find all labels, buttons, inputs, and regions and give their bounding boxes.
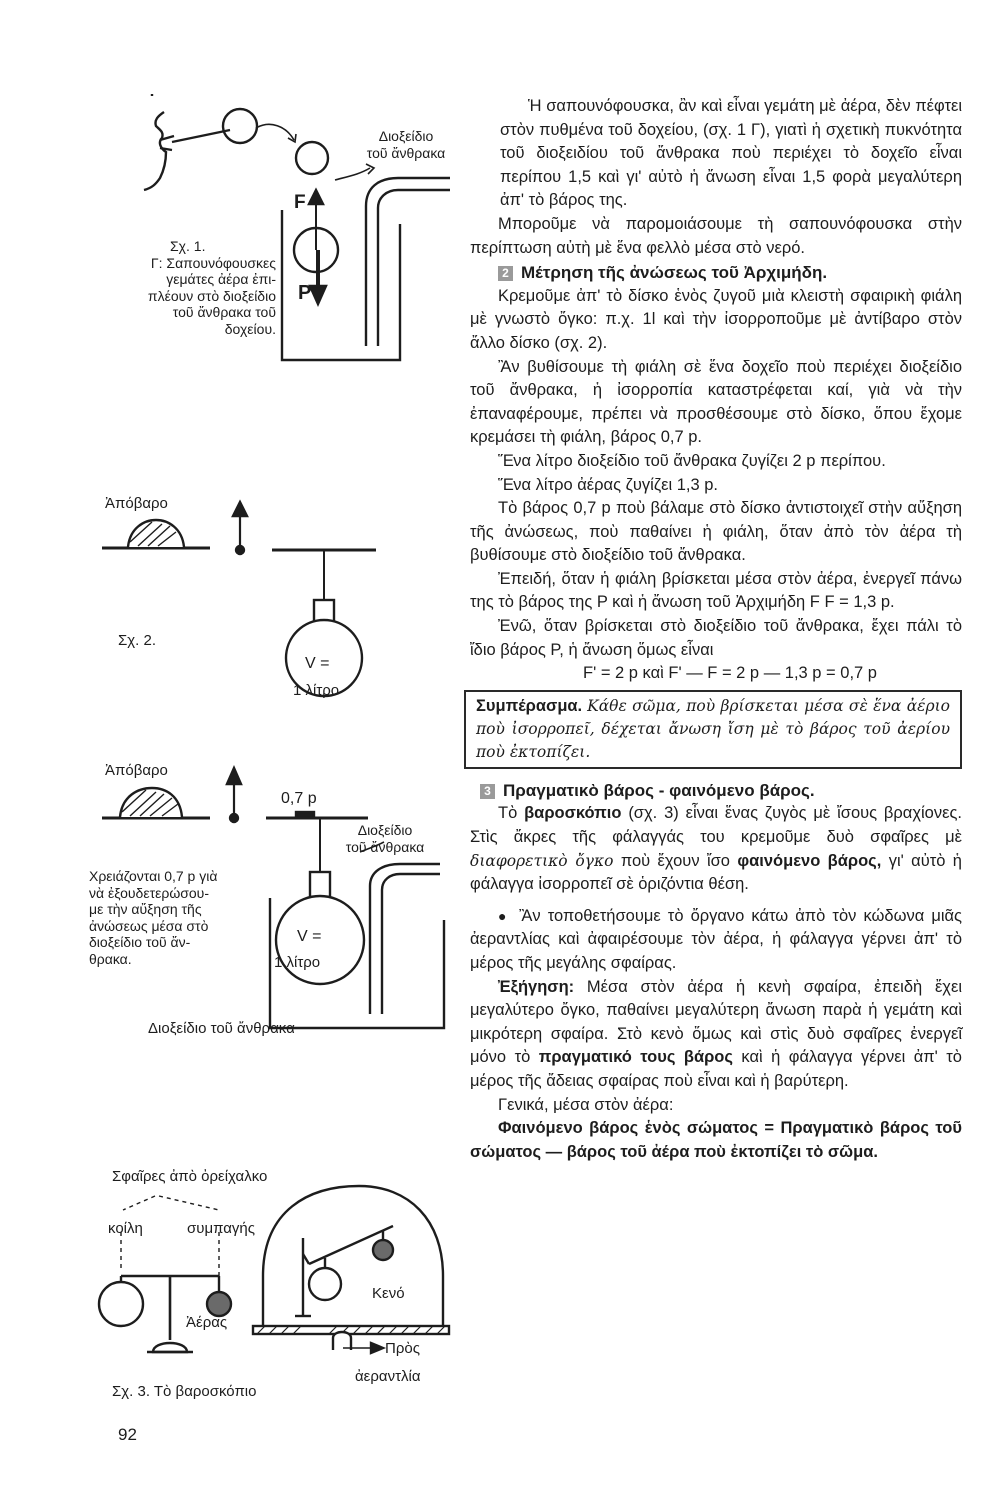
bell-jar [263, 1186, 443, 1326]
fig2b-litre: 1 λίτρο [274, 954, 321, 971]
fig3-spheres-label: Σφαῖρες ἀπὸ ὀρείχαλκο [112, 1168, 268, 1185]
paragraph: Τὸ βάρος 0,7 p ποὺ βάλαμε στὸ δίσκο ἀντιστοιχεῖ στὴν αὔξηση τῆς ἀνώσεως, ποὺ παθαίνει ἡ φιάλη, ὅταν ἀπὸ τὸν ἀέρα τὴ βυθίσουμε στὸ διοξείδιο τοῦ ἄνθρακα. [470, 499, 962, 565]
final-formula: Φαινόμενο βάρος ἑνὸς σώματος = Πραγματικὸ βάρος τοῦ σώματος — βάρος τοῦ ἀέρα ποὺ ἐκτοπίζει τὸ σῶμα. [470, 1119, 962, 1161]
fig2b-side-caption: Χρειάζονται 0,7 p γιὰ νὰ ἐξουδετερώσου- με τὴν αὔξηση τῆς ἀνώσεως μέσα στὸ διοξείδιο τοῦ ἄν- θρακα. [89, 868, 218, 967]
paragraph: ● Ἂν τοποθετήσουμε τὸ ὄργανο κάτω ἀπὸ τὸν κώδωνα μιᾶς ἀεραντλίας καὶ ἀφαιρέσουμε τὸν ἀέρα, ἡ φάλαγγα γέρνει ἀπ' τὸ μέρος τῆς μεγάλης σφαίρας. [470, 906, 962, 972]
gas-inlet-pipe [370, 864, 440, 1014]
section-heading-2 [498, 261, 962, 285]
paragraph: Μποροῦμε νὰ παρομοιάσουμε τὴ σαπουνόφουσκα στὴν περίπτωση αὐτὴ μὲ ἕνα φελλὸ μέσα στὸ νερό. [470, 214, 962, 257]
section-title: Μέτρηση τῆς ἀνώσεως τοῦ Ἀρχιμήδη. [521, 263, 828, 283]
face-profile [144, 94, 166, 190]
fig3-caption: Σχ. 3. Τὸ βαροσκόπιο [112, 1383, 257, 1400]
counterweight [128, 520, 184, 547]
hollow-sphere-vacuum [309, 1268, 341, 1300]
paragraph: Ἐξήγηση: Μέσα στὸν ἀέρα ἡ κενὴ σφαίρα, ἐπειδὴ ἔχει μεγαλύτερο ὄγκο, παθαίνει μεγαλύτερη ἄνωση παρὰ ἡ γεμάτη καὶ μικρότερη σφαίρα. Στὸ κενὸ ὅμως καὶ στὶς δυὸ σφαῖρες ἐνεργεῖ μόνο τὸ πραγματικό τους βάρος καὶ ἡ φάλαγγα γέρνει ἀπ' τὸ μέρος τῆς ἄδειας σφαίρας ποὺ εἶναι καὶ ἡ βαρύτερη. [470, 977, 962, 1090]
soap-bubble-1 [223, 109, 257, 143]
fig1-label-P: P [298, 282, 312, 304]
formula: F' = 2 p καὶ F' — F = 2 p — 1,3 p = 0,7 p [583, 664, 877, 683]
bullet-icon: ● [498, 907, 509, 924]
section-heading-3 [480, 779, 962, 803]
paragraph: Τὸ βαροσκόπιο (σχ. 3) εἶναι ἕνας ζυγὸς μὲ ἴσους βραχίονες. Στὶς ἄκρες τῆς φάλαγγάς του κρεμοῦμε δυὸ σφαῖρες μὲ διαφορετικὸ ὄγκο ποὺ ἔχουν ἴσο φαινόμενο βάρος, γι' αὐτὸ ἡ φάλαγγα ἰσορροπεῖ σὲ ὁριζόντια θέση. [470, 804, 962, 894]
fig1-caption: Σχ. 1. Γ: Σαπουνόφουσκες γεμάτες ἀέρα ἐπι- πλέουν στὸ διοξείδιο τοῦ ἄνθρακα τοῦ δοχείου. [147, 238, 276, 337]
fig2b-dioxide-label: Διοξείδιο τοῦ ἄνθρακα [345, 822, 425, 855]
conclusion-heading: Συμπέρασμα. [476, 696, 583, 715]
conclusion-text: Κάθε σῶμα, ποὺ βρίσκεται μέσα σὲ ἕνα ἀέριο ποὺ ἰσορροπεῖ, δέχεται ἄνωση ἴση μὲ τὸ βάρος τοῦ ἀερίου ποὺ ἐκτοπίζει. [476, 696, 950, 761]
soap-bubble-2 [296, 142, 328, 174]
fig2b-counterweight-label: Ἀπόβαρο [105, 762, 168, 779]
main-text-column [470, 95, 962, 1164]
paragraph: Ἐνῶ, ὅταν βρίσκεται στὸ διοξείδιο τοῦ ἄνθρακα, ἔχει πάλι τὸ ἴδιο βάρος P, ἡ ἄνωση ὅμως εἶναι [470, 617, 962, 659]
section-number: 2 [498, 266, 513, 281]
conclusion-box [464, 690, 962, 769]
fig1-label-F: F [294, 192, 306, 213]
paragraph: Ἕνα λίτρο ἀέρας ζυγίζει 1,3 p. [498, 475, 718, 494]
solid-sphere-vacuum [373, 1240, 393, 1260]
paragraph: Ἕνα λίτρο διοξείδιο τοῦ ἄνθρακα ζυγίζει 2 p περίπου. [498, 451, 886, 470]
paragraph: Ἂν βυθίσουμε τὴ φιάλη σὲ ἕνα δοχεῖο ποὺ περιέχει διοξείδιο τοῦ ἄνθρακα, ἡ ἰσορροπία καταστρέφεται καί, γιὰ νὰ τὴν ἐπαναφέρουμε, πρέπει νὰ προσθέσουμε στὸ δίσκο, ὅπου ἔχομε κρεμάσει τὴ φιάλη, βάρος 0,7 p. [470, 357, 962, 447]
fig3-to-label: Πρὸς [385, 1340, 420, 1357]
hollow-sphere [99, 1282, 143, 1326]
fig2-caption: Σχ. 2. [118, 632, 156, 649]
fig2-counterweight-label: Ἀπόβαρο [105, 495, 168, 512]
fig3-solid-label: συμπαγής [187, 1220, 255, 1237]
fig1-label-dioxide: Διοξείδιο τοῦ ἄνθρακα [366, 128, 446, 161]
added-weight [296, 812, 314, 818]
fig2-litre: 1 λίτρο [293, 682, 340, 699]
fig2-volume: V = [305, 655, 330, 672]
fig3-pump-label: ἀεραντλία [355, 1368, 421, 1385]
solid-sphere [207, 1292, 231, 1316]
fig3-vacuum-label: Κενό [372, 1285, 405, 1302]
fig2b-bottom-label: Διοξείδιο τοῦ ἄνθρακα [148, 1020, 295, 1037]
figure-2-drawing [100, 490, 390, 720]
paragraph: Γενικά, μέσα στὸν ἀέρα: [498, 1095, 674, 1114]
counterweight [120, 788, 182, 817]
paragraph: Κρεμοῦμε ἀπ' τὸ δίσκο ἑνὸς ζυγοῦ μιὰ κλειστὴ σφαιρικὴ φιάλη μὲ γνωστὸ ὄγκο: π.χ. 1l καὶ τὴν ἰσορροποῦμε μὲ ἀντίβαρο στὸν ἄλλο δίσκο (σχ. 2). [470, 286, 962, 352]
fig3-hollow-label: κοίλη [108, 1220, 143, 1237]
section-number: 3 [480, 784, 495, 799]
fig2b-weight-label: 0,7 p [281, 790, 317, 807]
section-title: Πραγματικὸ βάρος - φαινόμενο βάρος. [503, 780, 815, 800]
fig2b-volume: V = [297, 928, 322, 945]
page-number: 92 [118, 1425, 137, 1444]
paragraph: Ἐπειδή, ὅταν ἡ φιάλη βρίσκεται μέσα στὸν ἀέρα, ἐνεργεῖ πάνω της τὸ βάρος της P καὶ ἡ ἄνωση τοῦ Ἀρχιμήδη F F = 1,3 p. [470, 569, 962, 612]
paragraph: Ἡ σαπουνόφουσκα, ἂν καὶ εἶναι γεμάτη μὲ ἀέρα, δὲν πέφτει στὸν πυθμένα τοῦ δοχείου, (σχ. 1 Γ), γιατὶ ἡ σχετικὴ πυκνότητα τοῦ διοξειδίου τοῦ ἄνθρακα ποὺ περιέχει τὸ δοχεῖο εἶναι περίπου 1,5 καὶ γι' αὐτὸ ἡ ἄνωση εἶναι 1,5 φορὰ μεγαλύτερη ἀπ' τὸ βάρος της. [500, 97, 962, 210]
fig3-air-label: Ἀέρας [186, 1314, 228, 1331]
